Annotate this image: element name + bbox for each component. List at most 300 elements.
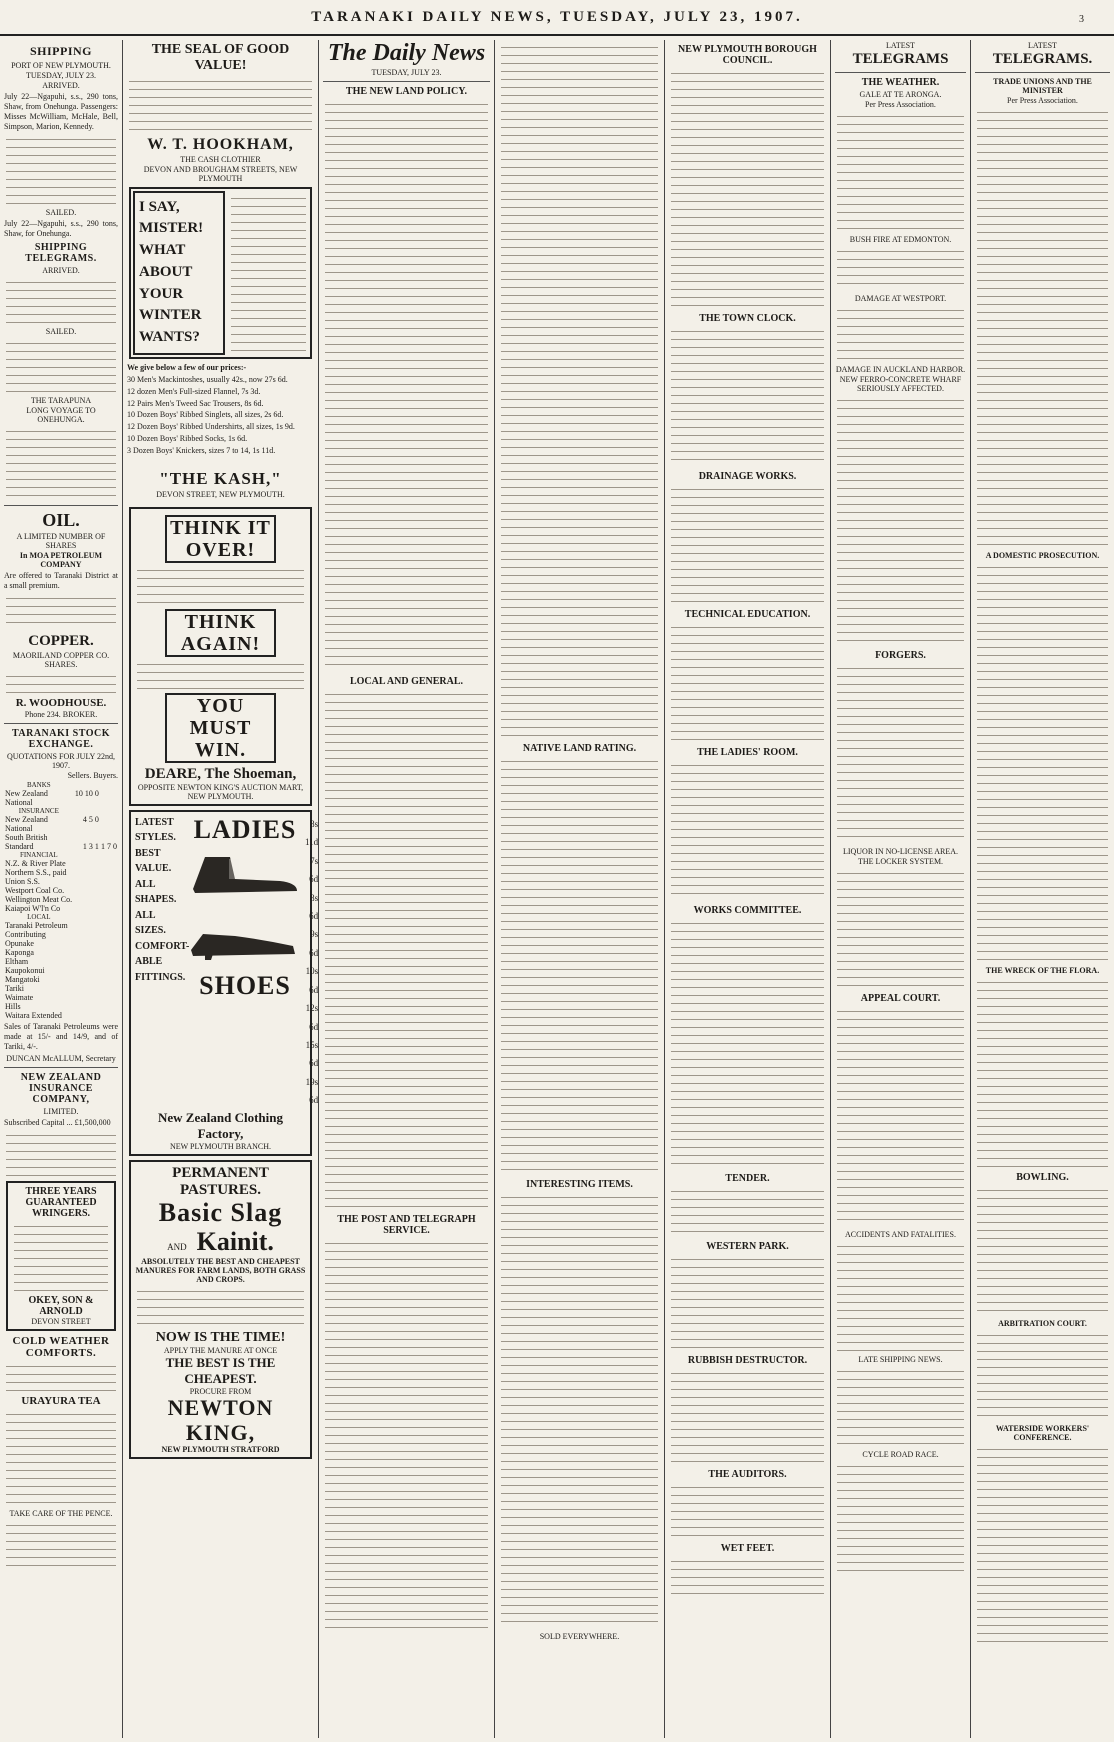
arrived-heading: ARRIVED. <box>42 266 80 276</box>
wet-feet-heading: WET FEET. <box>720 1543 775 1554</box>
quote-seller <box>74 851 100 859</box>
quote-row <box>4 913 118 921</box>
text-block <box>671 1187 824 1237</box>
quote-buyer <box>100 993 118 1002</box>
quote-row <box>4 895 118 904</box>
quote-row <box>4 789 118 798</box>
text-block <box>977 1445 1108 1645</box>
quote-seller: 4 5 0 <box>82 815 99 825</box>
quote-seller <box>74 948 100 957</box>
quote-row <box>4 930 118 939</box>
text-block <box>671 1483 824 1539</box>
text-block <box>671 327 824 467</box>
price-line: 12 dozen Men's Full-sized Flannel, 7s 3d. <box>127 386 261 396</box>
text-block <box>6 339 116 393</box>
quote-name: Hills <box>5 1002 21 1012</box>
shoe-price: 19s 6d <box>305 1076 318 1106</box>
quote-seller <box>74 807 100 815</box>
text-block <box>671 485 824 605</box>
okey-son-arnold: OKEY, SON & ARNOLD <box>28 1294 94 1317</box>
shoe-price: 12s 6d <box>305 1003 318 1032</box>
quote-seller <box>74 921 100 930</box>
text-block <box>977 1186 1108 1316</box>
quote-name: LOCAL <box>27 913 51 922</box>
shoe-price: 15s 6d <box>305 1040 318 1069</box>
column-council <box>665 40 830 1740</box>
quote-row <box>4 781 118 789</box>
price-line: 30 Men's Mackintoshes, usually 42s., now 27s 6d. <box>127 374 288 384</box>
text-block <box>837 1007 964 1227</box>
text-block <box>977 108 1108 548</box>
text-block <box>501 1193 658 1629</box>
wringers-heading: THREE YEARS GUARANTEED WRINGERS. <box>25 1185 97 1219</box>
tarapuna-heading: THE TARAPUNA <box>30 396 92 406</box>
quote-buyer <box>100 833 118 842</box>
telegrams-heading: TELEGRAMS <box>852 51 949 67</box>
shipping-heading: SHIPPING <box>29 44 92 58</box>
quote-name: Waimate <box>5 993 34 1003</box>
feature-item: SIZES. <box>135 925 166 937</box>
quote-buyer <box>100 913 118 921</box>
manure-claim: ABSOLUTELY THE BEST AND CHEAPEST MANURES FOR FARM LANDS, BOTH GRASS AND CROPS. <box>135 1257 306 1285</box>
text-block <box>837 396 964 646</box>
text-block <box>837 306 964 362</box>
text-block <box>671 623 824 743</box>
interesting-items-heading: INTERESTING ITEMS. <box>526 1179 633 1190</box>
quote-name: Wellington Meat Co. <box>5 895 73 905</box>
quote-row <box>4 877 118 886</box>
quote-seller <box>74 833 100 842</box>
council-heading: NEW PLYMOUTH BOROUGH COUNCIL. <box>678 44 817 66</box>
quote-row <box>4 939 118 948</box>
quote-seller <box>74 904 100 913</box>
gale-heading: GALE AT TE ARONGA. <box>859 90 942 99</box>
quote-name: South British <box>5 833 48 843</box>
text-block <box>837 1462 964 1572</box>
column-telegrams <box>831 40 970 1740</box>
must-win-heading: YOU MUST WIN. <box>165 693 276 763</box>
and-word: AND <box>167 1242 187 1253</box>
cycle-race-heading: CYCLE ROAD RACE. <box>862 1450 939 1459</box>
nz-clothing-branch: NEW PLYMOUTH BRANCH. <box>169 1141 272 1151</box>
text-block <box>325 690 488 1210</box>
shoe-price: 8s 11d <box>305 818 318 848</box>
feature-item: BEST <box>135 847 161 859</box>
oil-offer: Are offered to Taranaki District at a small premium. <box>4 571 118 591</box>
latest-label: LATEST <box>1028 41 1057 50</box>
quote-name: Mangatoki <box>5 975 40 985</box>
feature-item: FITTINGS. <box>135 971 186 983</box>
best-cheapest: THE BEST IS THE CHEAPEST. <box>165 1355 276 1387</box>
quote-buyer <box>100 789 118 798</box>
quote-seller <box>74 993 100 1002</box>
feature-item: LATEST <box>135 816 174 828</box>
stock-exchange-heading: TARANAKI STOCK EXCHANGE. <box>11 728 111 751</box>
port-heading: PORT OF NEW PLYMOUTH. <box>11 61 111 70</box>
waterside-heading: WATERSIDE WORKERS' CONFERENCE. <box>995 1424 1090 1442</box>
text-block <box>671 919 824 1169</box>
shoe-illustration <box>185 912 305 962</box>
domestic-prosecution-heading: A DOMESTIC PROSECUTION. <box>985 551 1100 560</box>
quote-name: New Zealand <box>5 815 48 825</box>
boot-illustration <box>185 849 305 899</box>
text-block <box>837 1367 964 1447</box>
column-latest <box>971 40 1114 1740</box>
quote-buyer <box>100 984 118 993</box>
weather-heading: THE WEATHER. <box>861 77 940 88</box>
text-block <box>671 1255 824 1351</box>
quote-row <box>4 824 118 833</box>
quotations-table <box>4 781 118 1020</box>
page-number: 3 <box>1079 14 1084 25</box>
editorial-date: TUESDAY, JULY 23. <box>371 68 442 77</box>
quote-seller <box>74 824 100 833</box>
newton-king-towns: NEW PLYMOUTH STRATFORD <box>161 1444 280 1454</box>
quote-seller <box>74 781 100 789</box>
insurance-limited: LIMITED. <box>43 1106 79 1116</box>
auditors-heading: THE AUDITORS. <box>708 1469 787 1480</box>
quote-seller <box>74 886 100 895</box>
text-block <box>14 1222 108 1292</box>
okey-street: DEVON STREET <box>31 1316 91 1326</box>
arrived-heading: ARRIVED. <box>42 81 80 90</box>
deare-address: OPPOSITE NEWTON KING'S AUCTION MART, NEW PLYMOUTH. <box>137 782 304 801</box>
quote-buyer <box>100 798 118 807</box>
now-is-time: NOW IS THE TIME! <box>155 1330 286 1346</box>
feature-item: SHAPES. <box>135 894 177 906</box>
moa-company: In MOA PETROLEUM COMPANY <box>19 551 103 570</box>
pastures-heading: PERMANENT PASTURES. <box>172 1164 269 1198</box>
trade-unions-heading: TRADE UNIONS AND THE MINISTER <box>993 77 1092 95</box>
quote-buyer <box>100 859 118 868</box>
feature-item: STYLES. <box>135 832 176 844</box>
cold-weather-heading: COLD WEATHER COMFORTS. <box>12 1334 110 1359</box>
quote-buyer <box>100 824 118 833</box>
quote-seller <box>74 1011 100 1020</box>
quote-buyer <box>100 815 118 824</box>
text-block <box>671 761 824 901</box>
quote-seller <box>74 913 100 921</box>
press-association: Per Press Association. <box>1007 96 1078 105</box>
long-voyage-heading: LONG VOYAGE TO ONEHUNGA. <box>26 406 96 425</box>
kash-ad <box>129 187 312 359</box>
arbitration-heading: ARBITRATION COURT. <box>998 1319 1087 1328</box>
price-line: 3 Dozen Boys' Knickers, sizes 7 to 14, 1s 11d. <box>127 446 276 456</box>
text-block <box>137 660 304 690</box>
nz-insurance-heading: NEW ZEALAND INSURANCE COMPANY, <box>20 1071 102 1105</box>
broker-phone: Phone 234. BROKER. <box>24 710 98 720</box>
column-advertisements <box>123 40 318 1740</box>
shipping-telegrams-heading: SHIPPING TELEGRAMS. <box>25 242 97 265</box>
post-telegraph-heading: THE POST AND TELEGRAPH SERVICE. <box>337 1214 476 1236</box>
text-block <box>501 757 658 1175</box>
quote-name: Kaiapoi W'l'n Co <box>5 904 61 914</box>
quote-name: Kaponga <box>5 948 34 958</box>
quote-seller <box>74 975 100 984</box>
quote-seller <box>74 930 100 939</box>
quote-seller <box>74 966 100 975</box>
quote-row <box>4 1002 118 1011</box>
town-clock-heading: THE TOWN CLOCK. <box>699 313 796 324</box>
appeal-court-heading: APPEAL COURT. <box>860 993 941 1004</box>
deare-ad <box>129 507 312 806</box>
technical-education-heading: TECHNICAL EDUCATION. <box>684 609 811 620</box>
text-block <box>837 112 964 232</box>
masthead <box>0 0 1114 36</box>
quote-buyer: 1 7 0 <box>101 842 117 852</box>
oil-shares: A LIMITED NUMBER OF SHARES <box>16 532 106 551</box>
works-committee-heading: WORKS COMMITTEE. <box>693 905 802 916</box>
quote-buyer <box>100 939 118 948</box>
text-block <box>837 664 964 844</box>
text-block <box>6 1410 116 1506</box>
quote-row <box>4 975 118 984</box>
rubbish-heading: RUBBISH DESTRUCTOR. <box>687 1355 808 1366</box>
locker-heading: THE LOCKER SYSTEM. <box>857 857 944 866</box>
oil-heading: OIL. <box>42 510 80 531</box>
quote-row <box>4 851 118 859</box>
feature-item: COMFORT- <box>135 940 190 952</box>
quote-seller <box>74 859 100 868</box>
take-care-heading: TAKE CARE OF THE PENCE. <box>9 1508 113 1518</box>
bush-fire-heading: BUSH FIRE AT EDMONTON. <box>849 235 952 244</box>
drainage-heading: DRAINAGE WORKS. <box>698 471 797 482</box>
wharf-heading: NEW FERRO-CONCRETE WHARF SERIOUSLY AFFECTED. <box>839 375 962 393</box>
quote-row <box>4 833 118 842</box>
sold-everywhere: SOLD EVERYWHERE. <box>539 1632 620 1641</box>
feature-item: VALUE. <box>135 863 172 875</box>
quote-seller <box>74 877 100 886</box>
copper-heading: COPPER. <box>28 633 94 650</box>
quote-row <box>4 1011 118 1020</box>
quote-row <box>4 868 118 877</box>
prices-heading: We give below a few of our prices:- <box>127 362 247 372</box>
cash-clothier: THE CASH CLOTHIER <box>180 154 261 164</box>
column-news <box>495 40 664 1740</box>
text-block <box>6 594 116 630</box>
text-block <box>837 247 964 291</box>
quotations-heading: QUOTATIONS FOR JULY 22nd, 1907. <box>6 752 116 771</box>
quote-name: BANKS <box>26 781 51 790</box>
quote-row <box>4 798 118 807</box>
insurance-capital: Subscribed Capital ... £1,500,000 <box>4 1117 111 1127</box>
quote-name: FINANCIAL <box>19 851 58 860</box>
quote-seller <box>74 868 100 877</box>
quote-row <box>4 984 118 993</box>
quote-buyer <box>100 1011 118 1020</box>
text-block <box>6 1131 116 1177</box>
quote-buyer <box>100 851 118 859</box>
quote-name: Opunake <box>5 939 34 949</box>
text-block <box>6 1362 116 1392</box>
column-shipping <box>0 40 122 1740</box>
wringers-ad <box>6 1181 116 1331</box>
secretary-signature: DUNCAN McALLUM, Secretary <box>6 1053 116 1063</box>
quote-row <box>4 842 118 851</box>
text-block <box>137 566 304 606</box>
quote-buyer <box>100 948 118 957</box>
shoes-heading: SHOES <box>199 970 291 1000</box>
price-line: 10 Dozen Boys' Ribbed Socks, 1s 6d. <box>127 434 248 444</box>
quote-buyer <box>100 957 118 966</box>
hookham-address: DEVON AND BROUGHAM STREETS, NEW PLYMOUTH <box>143 164 298 183</box>
say-mister-box: I SAY, MISTER! WHAT ABOUT YOUR WINTER WANTS? <box>133 191 225 355</box>
nz-clothing-factory: New Zealand Clothing Factory, <box>158 1109 283 1141</box>
quote-name: Kaupokonui <box>5 966 45 976</box>
think-again-heading: THINK AGAIN! <box>165 609 276 657</box>
quote-seller <box>74 957 100 966</box>
quote-row <box>4 966 118 975</box>
text-block <box>6 672 116 694</box>
sellers-buyers-header: Sellers. Buyers. <box>67 771 118 781</box>
quote-seller <box>74 939 100 948</box>
date-line: TUESDAY, JULY 23. <box>25 71 97 80</box>
text-block <box>6 278 116 324</box>
quote-buyer <box>100 921 118 930</box>
quote-row <box>4 904 118 913</box>
quote-name: INSURANCE <box>18 807 59 816</box>
shoe-price: 9s 6d <box>309 929 318 958</box>
text-block <box>977 978 1108 1168</box>
maoriland-shares: MAORILAND COPPER CO. SHARES. <box>12 651 110 670</box>
local-general-heading: LOCAL AND GENERAL. <box>349 676 464 687</box>
text-block <box>837 869 964 989</box>
quote-name: Northern S.S., paid <box>5 868 67 878</box>
text-block <box>6 1521 116 1567</box>
latest-label: LATEST <box>886 41 915 50</box>
quote-name: Eltham <box>5 957 29 967</box>
quote-name: Waitara Extended <box>5 1011 62 1021</box>
quote-buyer <box>100 975 118 984</box>
text-block <box>977 1331 1108 1421</box>
ladies-shoes-ad <box>129 810 318 1156</box>
text-block <box>137 1287 304 1327</box>
newton-king-name: NEWTON KING, <box>167 1395 274 1445</box>
liquor-heading: LIQUOR IN NO-LICENSE AREA. <box>842 847 959 856</box>
forgers-heading: FORGERS. <box>875 650 926 661</box>
text-block <box>6 427 116 501</box>
deare-name: DEARE, The Shoeman, <box>144 765 297 782</box>
price-line: 12 Pairs Men's Tweed Sac Trousers, 8s 6d. <box>127 398 264 408</box>
feature-item: ALL <box>135 909 156 921</box>
bowling-heading: BOWLING. <box>1016 1172 1069 1183</box>
text-block <box>231 194 306 352</box>
shoe-price: 10s 6d <box>305 966 318 995</box>
price-line: 10 Dozen Boys' Ribbed Singlets, all sizes, 2s 6d. <box>127 410 284 420</box>
native-land-rating-heading: NATIVE LAND RATING. <box>522 743 637 754</box>
newton-king-ad <box>129 1160 312 1459</box>
quote-name: Westport Coal Co. <box>5 886 65 896</box>
feature-item: ALL <box>135 878 156 890</box>
arrived-text: July 22—Ngapuhi, s.s., 290 tons, Shaw, from Onehunga. Passengers: Misses McWilliam, McHale, Bell, Simpson, Marion, Kennedy. <box>4 92 118 131</box>
kainit-heading: Kainit. <box>196 1227 274 1257</box>
flora-wreck-heading: THE WRECK OF THE FLORA. <box>985 966 1100 975</box>
quote-buyer <box>100 904 118 913</box>
quote-name: Union S.S. <box>5 877 40 887</box>
quote-row <box>4 957 118 966</box>
stock-sales-note: Sales of Taranaki Petroleums were made at 15/- and 14/9, and of Tariki, 4/-. <box>4 1022 118 1052</box>
tea-heading: URAYURA TEA <box>21 1394 101 1407</box>
quote-name: Contributing <box>5 930 46 940</box>
quote-row <box>4 921 118 930</box>
text-block <box>501 43 658 739</box>
procure-from: PROCURE FROM <box>189 1387 252 1397</box>
press-association: Per Press Association. <box>865 100 936 109</box>
quote-name: Standard <box>5 842 34 852</box>
quote-row <box>4 859 118 868</box>
kash-address: DEVON STREET, NEW PLYMOUTH. <box>156 489 285 499</box>
sailed-text: July 22—Ngapuhi, s.s., 290 tons, Shaw, for Onehunga. <box>4 218 118 238</box>
kash-name: "THE KASH," <box>159 469 282 489</box>
shoe-price: 7s 6d <box>309 855 318 885</box>
ladies-room-heading: THE LADIES' ROOM. <box>697 747 798 758</box>
quote-name: New Zealand <box>5 789 48 799</box>
quote-buyer <box>100 877 118 886</box>
text-block <box>837 1242 964 1352</box>
quote-row <box>4 993 118 1002</box>
quote-buyer <box>100 868 118 877</box>
quote-seller <box>74 895 100 904</box>
quote-name: Taranaki Petroleum <box>5 921 68 931</box>
text-block <box>6 135 116 205</box>
quote-buyer <box>100 1002 118 1011</box>
ladies-heading: LADIES <box>193 814 297 844</box>
quote-seller <box>74 984 100 993</box>
hookham-name: W. T. HOOKHAM, <box>147 136 294 153</box>
quote-name: Tariki <box>5 984 24 994</box>
column-editorial <box>319 40 494 1740</box>
think-over-heading: THINK IT OVER! <box>165 515 276 563</box>
broker-name: R. WOODHOUSE. <box>15 697 107 710</box>
text-block <box>325 100 488 672</box>
accidents-heading: ACCIDENTS AND FATALITIES. <box>845 1230 956 1239</box>
western-park-heading: WESTERN PARK. <box>706 1241 789 1252</box>
late-shipping-heading: LATE SHIPPING NEWS. <box>858 1355 943 1364</box>
quote-buyer <box>100 781 118 789</box>
price-list <box>127 375 314 456</box>
masthead-title: TARANAKI DAILY NEWS, TUESDAY, JULY 23, 1907. <box>311 8 803 25</box>
quote-row <box>4 948 118 957</box>
quote-row <box>4 807 118 815</box>
text-block <box>671 69 824 309</box>
quote-name: National <box>5 824 33 834</box>
basic-slag-heading: Basic Slag <box>158 1197 283 1227</box>
quote-seller: 1 3 1 <box>82 842 99 852</box>
sailed-heading: SAILED. <box>45 327 77 337</box>
damage-westport-heading: DAMAGE AT WESTPORT. <box>854 294 947 303</box>
price-column <box>305 815 318 1110</box>
quote-buyer <box>100 807 118 815</box>
quote-buyer <box>100 886 118 895</box>
quote-buyer <box>100 895 118 904</box>
text-block <box>325 1239 488 1629</box>
text-block <box>671 1557 824 1597</box>
price-line: 12 Dozen Boys' Ribbed Undershirts, all sizes, 1s 9d. <box>127 422 295 432</box>
telegrams-heading: TELEGRAMS. <box>992 51 1093 67</box>
quote-name: N.Z. & River Plate <box>5 859 66 869</box>
feature-item: ABLE <box>135 956 163 968</box>
quote-row <box>4 815 118 824</box>
nameplate: The Daily News <box>327 40 486 66</box>
quote-name: National <box>5 798 33 808</box>
text-block <box>977 563 1108 963</box>
seal-of-value-heading: THE SEAL OF GOOD VALUE! <box>151 42 290 73</box>
damage-auckland-heading: DAMAGE IN AUCKLAND HARBOR. <box>835 365 966 374</box>
quote-seller: 10 10 0 <box>74 789 99 799</box>
sailed-heading: SAILED. <box>45 207 77 217</box>
feature-list <box>135 815 190 1110</box>
quote-row <box>4 886 118 895</box>
